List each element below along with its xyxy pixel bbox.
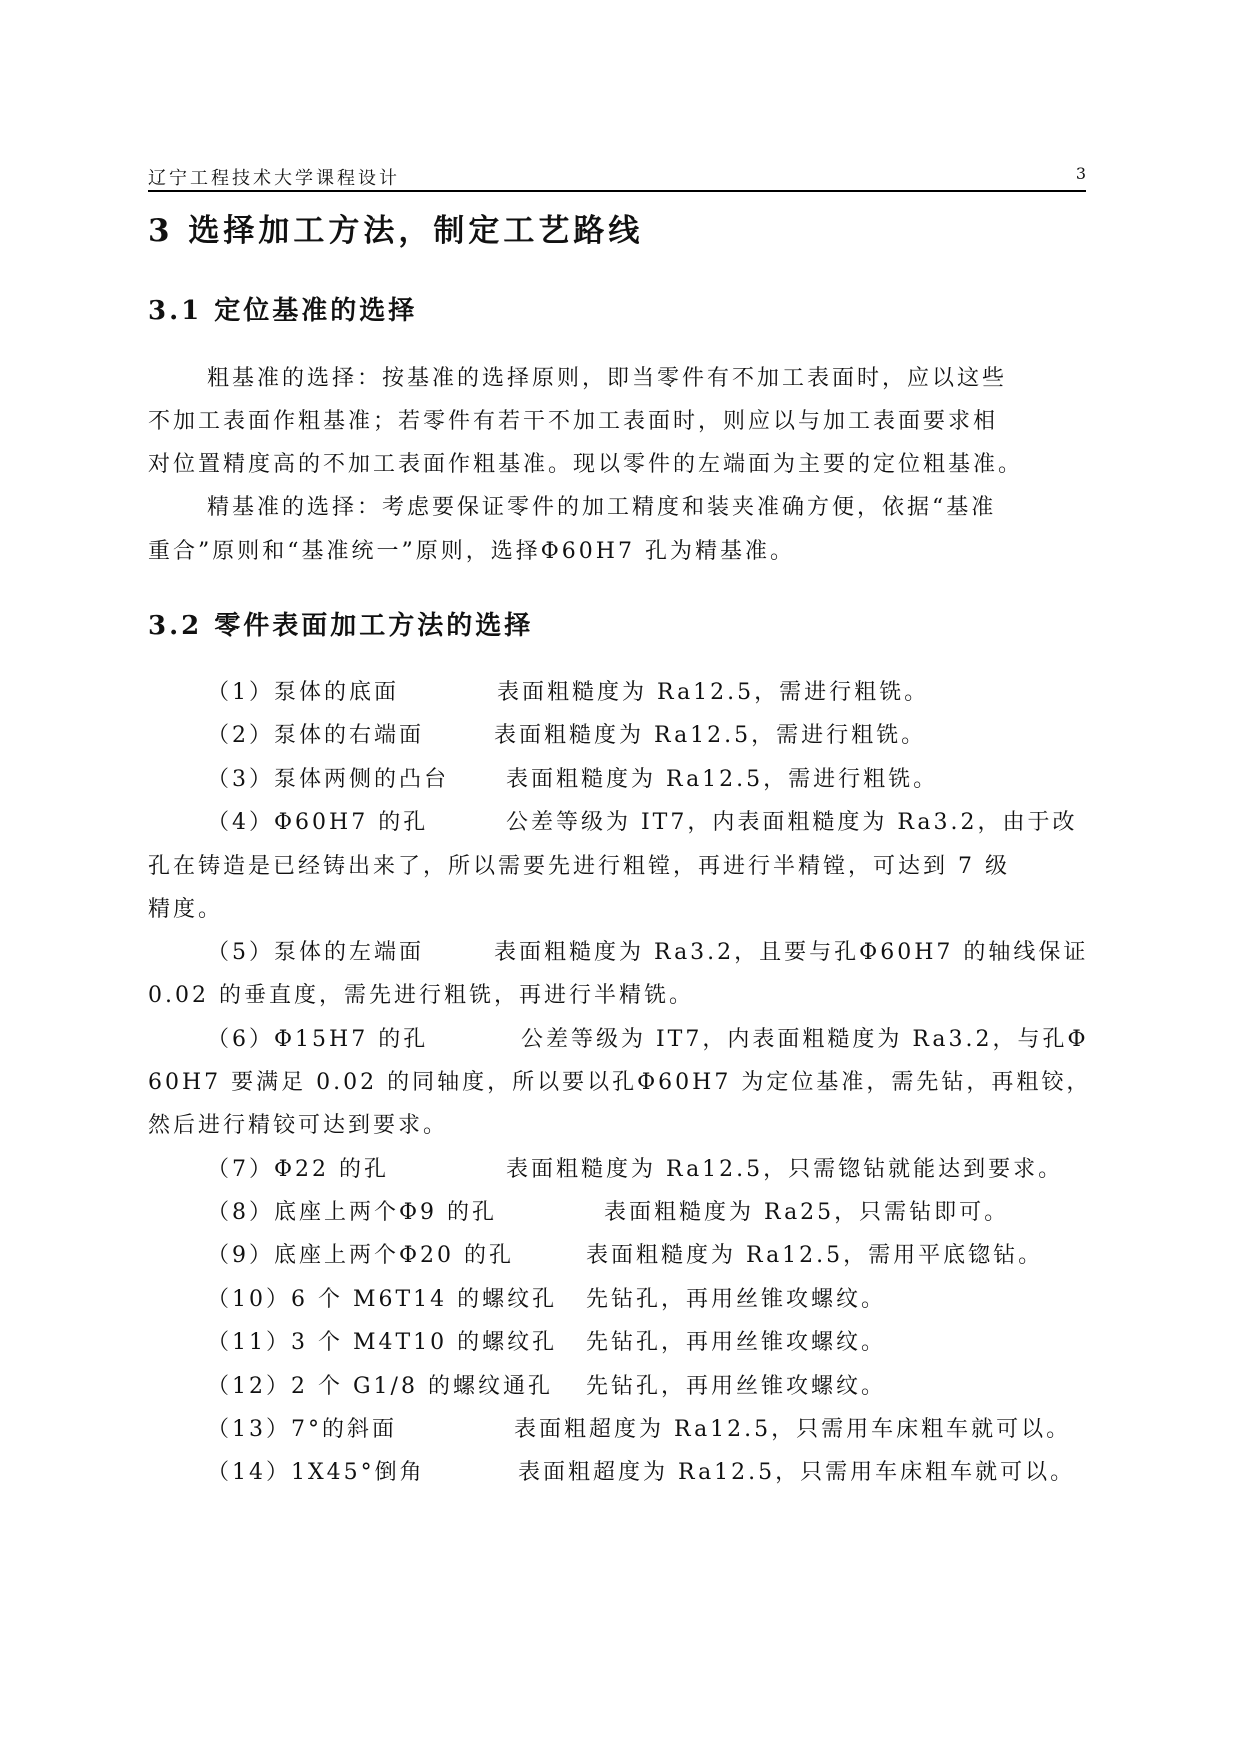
paragraph-line: 孔在铸造是已经铸出来了，所以需要先进行粗镗，再进行半精镗，可达到 7 级	[148, 854, 1010, 879]
list-item-desc: 表面粗糙度为 Ra12.5，只需锪钻就能达到要求。	[506, 1157, 1064, 1182]
list-item-desc: 表面粗糙度为 Ra12.5，需进行粗铣。	[497, 680, 930, 705]
list-item-label: （4）Φ60H7 的孔	[207, 810, 429, 835]
running-header	[148, 162, 1086, 192]
paragraph-line: 重合”原则和“基准统一”原则，选择Φ60H7 孔为精基准。	[148, 539, 795, 564]
list-item-label: （6）Φ15H7 的孔	[207, 1027, 429, 1052]
list-item-label: （11）3 个 M4T10 的螺纹孔	[207, 1330, 558, 1355]
section-heading-3-2: 3.2 零件表面加工方法的选择	[148, 611, 534, 641]
list-item-desc: 表面粗糙度为 Ra12.5，需用平底锪钻。	[586, 1243, 1044, 1268]
section-heading-3-1: 3.1 定位基准的选择	[148, 296, 418, 326]
list-item-desc: 先钻孔，再用丝锥攻螺纹。	[586, 1287, 887, 1312]
list-item-desc: 公差等级为 IT7，内表面粗糙度为 Ra3.2，由于改	[506, 810, 1078, 835]
list-item-label: （13）7°的斜面	[207, 1417, 397, 1442]
list-item-label: （14）1X45°倒角	[207, 1460, 425, 1485]
list-item-desc: 表面粗超度为 Ra12.5，只需用车床粗车就可以。	[518, 1460, 1076, 1485]
header-school: 辽宁工程技术大学课程设计	[148, 168, 400, 189]
paragraph-line: 60H7 要满足 0.02 的同轴度，所以要以孔Φ60H7 为定位基准，需先钻，再粗铰，	[148, 1070, 1092, 1095]
list-item-desc: 表面粗糙度为 Ra25，只需钻即可。	[604, 1200, 1010, 1225]
list-item-label: （10）6 个 M6T14 的螺纹孔	[207, 1287, 558, 1312]
list-item-desc: 表面粗糙度为 Ra3.2，且要与孔Φ60H7 的轴线保证	[494, 940, 1089, 965]
list-item-desc: 表面粗糙度为 Ra12.5，需进行粗铣。	[494, 723, 927, 748]
list-item-label: （3）泵体两侧的凸台	[207, 767, 449, 792]
list-item-desc: 表面粗糙度为 Ra12.5，需进行粗铣。	[506, 767, 939, 792]
list-item-desc: 表面粗超度为 Ra12.5，只需用车床粗车就可以。	[514, 1417, 1072, 1442]
list-item-desc: 先钻孔，再用丝锥攻螺纹。	[586, 1330, 887, 1355]
page-number: 3	[1075, 164, 1086, 183]
list-item-label: （12）2 个 G1/8 的螺纹通孔	[207, 1374, 553, 1399]
list-item-label: （5）泵体的左端面	[207, 940, 424, 965]
list-item-desc: 先钻孔，再用丝锥攻螺纹。	[586, 1374, 887, 1399]
list-item-label: （7）Φ22 的孔	[207, 1157, 390, 1182]
paragraph-line: 不加工表面作粗基准；若零件有若干不加工表面时，则应以与加工表面要求相	[148, 409, 999, 434]
list-item-label: （2）泵体的右端面	[207, 723, 424, 748]
list-item-label: （8）底座上两个Φ9 的孔	[207, 1200, 498, 1225]
list-item-desc: 公差等级为 IT7，内表面粗糙度为 Ra3.2，与孔Φ	[521, 1027, 1089, 1052]
paragraph-line: 然后进行精铰可达到要求。	[148, 1113, 449, 1138]
paragraph-line: 精度。	[148, 897, 224, 922]
paragraph-line: 对位置精度高的不加工表面作粗基准。现以零件的左端面为主要的定位粗基准。	[148, 452, 1024, 477]
paragraph-line: 粗基准的选择：按基准的选择原则，即当零件有不加工表面时，应以这些	[207, 366, 1008, 391]
paragraph-line: 精基准的选择：考虑要保证零件的加工精度和装夹准确方便，依据“基准	[207, 495, 997, 520]
paragraph-line: 0.02 的垂直度，需先进行粗铣，再进行半精铣。	[148, 983, 694, 1008]
chapter-title: 3 选择加工方法，制定工艺路线	[148, 213, 644, 249]
list-item-label: （1）泵体的底面	[207, 680, 399, 705]
list-item-label: （9）底座上两个Φ20 的孔	[207, 1243, 515, 1268]
